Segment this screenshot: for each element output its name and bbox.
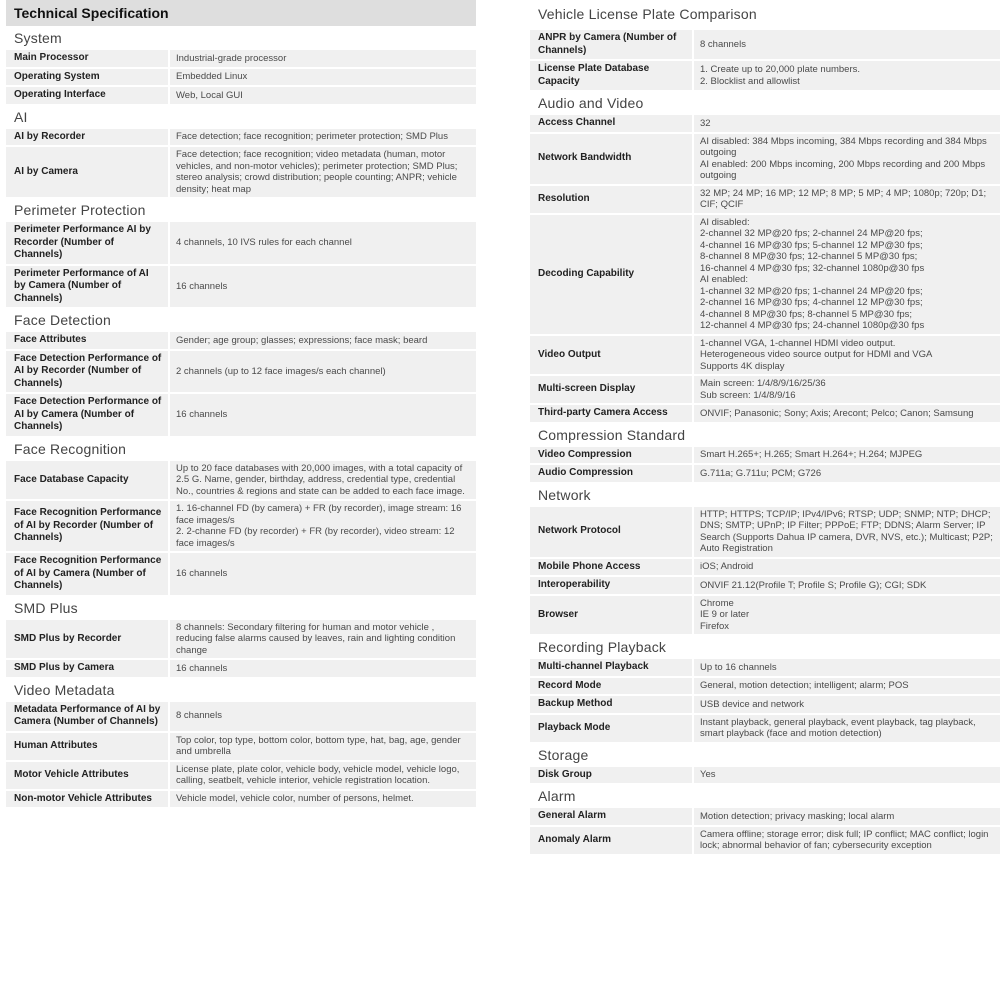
spec-row xyxy=(6,702,476,731)
spec-row xyxy=(6,147,476,197)
spec-value: 16 channels xyxy=(170,660,476,677)
spec-table xyxy=(530,113,1000,424)
spec-row xyxy=(6,553,476,595)
spec-key: AI by Camera xyxy=(6,147,170,197)
spec-row xyxy=(530,715,1000,742)
spec-row xyxy=(530,767,1000,784)
spec-key: General Alarm xyxy=(530,808,694,825)
spec-table xyxy=(6,618,476,679)
spec-row xyxy=(530,447,1000,464)
spec-row xyxy=(6,50,476,67)
right-column xyxy=(530,0,1000,856)
spec-value: AI disabled: 384 Mbps incoming, 384 Mbps recording and 384 Mbps outgoing AI enabled: 200 Mbps incoming, 200 Mbps recording and 200 Mbps outgoing xyxy=(694,134,1000,184)
spec-value: Face detection; face recognition; perimeter protection; SMD Plus xyxy=(170,129,476,146)
spec-key: Resolution xyxy=(530,186,694,213)
spec-value: Up to 20 face databases with 20,000 images, with a total capacity of 2.5 G. Name, gender, birthday, address, credential type, credential No., countries & regions and state can be added to each face image. xyxy=(170,461,476,500)
spec-value: Gender; age group; glasses; expressions; face mask; beard xyxy=(170,332,476,349)
spec-key: Decoding Capability xyxy=(530,215,694,334)
spec-value: Web, Local GUI xyxy=(170,87,476,104)
left-column xyxy=(6,0,476,809)
section-title: Perimeter Protection xyxy=(14,202,146,218)
spec-row xyxy=(6,222,476,264)
left-sections xyxy=(6,30,476,809)
section-title: SMD Plus xyxy=(14,599,78,616)
spec-value: 32 xyxy=(694,115,1000,132)
section-audio-and-video xyxy=(530,95,1000,424)
spec-key: Record Mode xyxy=(530,678,694,695)
section-title: System xyxy=(14,30,62,46)
spec-row xyxy=(530,596,1000,635)
spec-row xyxy=(530,186,1000,213)
spec-value: 8 channels: Secondary filtering for human and motor vehicle , reducing false alarms caused by leaves, rain and lighting condition change xyxy=(170,620,476,659)
spec-row xyxy=(530,827,1000,854)
section-title: Video Metadata xyxy=(14,681,115,698)
spec-value: General, motion detection; intelligent; alarm; POS xyxy=(694,678,1000,695)
spec-key: Access Channel xyxy=(530,115,694,132)
spec-row xyxy=(6,69,476,86)
spec-key: Operating Interface xyxy=(6,87,170,104)
spec-value: Top color, top type, bottom color, bottom type, hat, bag, age, gender and umbrella xyxy=(170,733,476,760)
section-recording-playback xyxy=(530,639,1000,744)
section-network xyxy=(530,487,1000,637)
spec-key: Interoperability xyxy=(530,577,694,594)
spec-row xyxy=(6,733,476,760)
spec-value: 4 channels, 10 IVS rules for each channel xyxy=(170,222,476,264)
spec-value: 16 channels xyxy=(170,266,476,308)
spec-value: Up to 16 channels xyxy=(694,659,1000,676)
spec-value: 2 channels (up to 12 face images/s each channel) xyxy=(170,351,476,393)
section-title: Compression Standard xyxy=(538,426,686,443)
spec-table xyxy=(6,127,476,200)
spec-value: ONVIF; Panasonic; Sony; Axis; Arecont; Pelco; Canon; Samsung xyxy=(694,405,1000,422)
spec-value: Instant playback, general playback, event playback, tag playback, smart playback (face and motion detection) xyxy=(694,715,1000,742)
spec-value: 1-channel VGA, 1-channel HDMI video output. Heterogeneous video source output for HDMI and VGA Supports 4K display xyxy=(694,336,1000,375)
spec-row xyxy=(530,134,1000,184)
spec-key: Multi-screen Display xyxy=(530,376,694,403)
spec-value: Face detection; face recognition; video metadata (human, motor vehicles, and non-motor vehicles); perimeter protection; SMD Plus; stereo analysis; crowd distribution; people counting; ANPR; vehicle density; heat map xyxy=(170,147,476,197)
spec-key: Face Database Capacity xyxy=(6,461,170,500)
spec-key: Video Compression xyxy=(530,447,694,464)
spec-value: Motion detection; privacy masking; local alarm xyxy=(694,808,1000,825)
spec-row xyxy=(6,394,476,436)
spec-key: Playback Mode xyxy=(530,715,694,742)
spec-value: License plate, plate color, vehicle body, vehicle model, vehicle logo, calling, seatbelt, vehicle interior, vehicle registration location. xyxy=(170,762,476,789)
spec-value: G.711a; G.711u; PCM; G726 xyxy=(694,465,1000,482)
spec-row xyxy=(530,215,1000,334)
spec-value: 16 channels xyxy=(170,394,476,436)
section-ai xyxy=(6,109,476,200)
section-storage xyxy=(530,747,1000,786)
section-title: Network xyxy=(538,486,591,503)
section-title: Audio and Video xyxy=(538,95,644,111)
section-title: AI xyxy=(14,108,28,125)
spec-key: ANPR by Camera (Number of Channels) xyxy=(530,30,694,59)
spec-key: Third-party Camera Access xyxy=(530,405,694,422)
spec-row xyxy=(530,559,1000,576)
spec-table xyxy=(530,28,1000,92)
spec-row xyxy=(6,266,476,308)
spec-key: Non-motor Vehicle Attributes xyxy=(6,791,170,808)
spec-table xyxy=(6,48,476,106)
spec-key: Perimeter Performance of AI by Camera (Number of Channels) xyxy=(6,266,170,308)
spec-row xyxy=(530,115,1000,132)
spec-key: Video Output xyxy=(530,336,694,375)
section-system xyxy=(6,30,476,106)
spec-value: Yes xyxy=(694,767,1000,784)
spec-row xyxy=(6,660,476,677)
spec-row xyxy=(530,376,1000,403)
section-face-recognition xyxy=(6,441,476,597)
spec-row xyxy=(6,791,476,808)
spec-table xyxy=(530,806,1000,856)
spec-value: Chrome IE 9 or later Firefox xyxy=(694,596,1000,635)
spec-key: Disk Group xyxy=(530,767,694,784)
spec-row xyxy=(530,696,1000,713)
spec-key: Backup Method xyxy=(530,696,694,713)
spec-key: Face Detection Performance of AI by Camera (Number of Channels) xyxy=(6,394,170,436)
spec-table xyxy=(530,505,1000,637)
spec-table xyxy=(530,657,1000,744)
section-compression-standard xyxy=(530,427,1000,484)
spec-row xyxy=(6,332,476,349)
spec-row xyxy=(6,129,476,146)
section-face-detection xyxy=(6,312,476,438)
spec-key: Anomaly Alarm xyxy=(530,827,694,854)
spec-value: 1. Create up to 20,000 plate numbers. 2. Blocklist and allowlist xyxy=(694,61,1000,90)
spec-table xyxy=(6,220,476,309)
spec-row xyxy=(6,762,476,789)
spec-key: Network Bandwidth xyxy=(530,134,694,184)
spec-value: Camera offline; storage error; disk full; IP conflict; MAC conflict; login lock; abnormal behavior of fan; cybersecurity exception xyxy=(694,827,1000,854)
section-title: Recording Playback xyxy=(538,639,667,655)
section-smd-plus xyxy=(6,600,476,679)
spec-key: Operating System xyxy=(6,69,170,86)
spec-value: 8 channels xyxy=(694,30,1000,59)
spec-value: AI disabled: 2-channel 32 MP@20 fps; 2-channel 24 MP@20 fps; 4-channel 16 MP@30 fps; 5-channel 12 MP@30 fps; 8-channel 8 MP@30 fps; 12-channel 5 MP@30 fps; 16-channel 4 MP@30 fps; 32-channel 1080p@30 fps AI enabled: 1-channel 32 MP@20 fps; 1-channel 24 MP@20 fps; 2-channel 16 MP@30 fps; 4-channel 12 MP@30 fps; 4-channel 8 MP@30 fps; 8-channel 5 MP@30 fps; 12-channel 4 MP@30 fps; 24-channel 1080p@30 fps xyxy=(694,215,1000,334)
right-sections xyxy=(530,4,1000,856)
section-title: Alarm xyxy=(538,788,576,804)
section-title: Storage xyxy=(538,746,589,763)
spec-table xyxy=(530,765,1000,786)
spec-row xyxy=(6,461,476,500)
spec-key: SMD Plus by Camera xyxy=(6,660,170,677)
spec-value: Embedded Linux xyxy=(170,69,476,86)
spec-table xyxy=(6,459,476,597)
spec-row xyxy=(6,501,476,551)
spec-row xyxy=(6,620,476,659)
section-vehicle-license-plate-comparison xyxy=(530,4,1000,92)
spec-key: Motor Vehicle Attributes xyxy=(6,762,170,789)
spec-key: Perimeter Performance AI by Recorder (Number of Channels) xyxy=(6,222,170,264)
spec-key: Face Recognition Performance of AI by Recorder (Number of Channels) xyxy=(6,501,170,551)
spec-key: Multi-channel Playback xyxy=(530,659,694,676)
spec-key: Metadata Performance of AI by Camera (Number of Channels) xyxy=(6,702,170,731)
spec-value: Main screen: 1/4/8/9/16/25/36 Sub screen: 1/4/8/9/16 xyxy=(694,376,1000,403)
spec-key: License Plate Database Capacity xyxy=(530,61,694,90)
spec-row xyxy=(6,351,476,393)
spec-value: USB device and network xyxy=(694,696,1000,713)
section-title: Face Detection xyxy=(14,312,111,328)
document-title: Technical Specification xyxy=(6,0,476,26)
spec-key: Face Detection Performance of AI by Recorder (Number of Channels) xyxy=(6,351,170,393)
spec-key: Face Attributes xyxy=(6,332,170,349)
spec-value: 16 channels xyxy=(170,553,476,595)
spec-value: ONVIF 21.12(Profile T; Profile S; Profile G); CGI; SDK xyxy=(694,577,1000,594)
spec-value: 1. 16-channel FD (by camera) + FR (by recorder), image stream: 16 face images/s 2. 2-channe FD (by recorder) + FR (by recorder), video stream: 12 face images/s xyxy=(170,501,476,551)
spec-key: AI by Recorder xyxy=(6,129,170,146)
spec-key: SMD Plus by Recorder xyxy=(6,620,170,659)
spec-key: Human Attributes xyxy=(6,733,170,760)
spec-row xyxy=(530,659,1000,676)
spec-table xyxy=(6,700,476,810)
spec-value: Industrial-grade processor xyxy=(170,50,476,67)
section-title: Vehicle License Plate Comparison xyxy=(538,6,757,22)
spec-row xyxy=(530,336,1000,375)
section-perimeter-protection xyxy=(6,202,476,309)
spec-row xyxy=(530,507,1000,557)
spec-table xyxy=(530,445,1000,484)
section-video-metadata xyxy=(6,682,476,810)
section-title: Face Recognition xyxy=(14,440,127,457)
spec-row xyxy=(6,87,476,104)
spec-row xyxy=(530,405,1000,422)
spec-value: HTTP; HTTPS; TCP/IP; IPv4/IPv6; RTSP; UDP; SNMP; NTP; DHCP; DNS; SMTP; UPnP; IP Filter; PPPoE; FTP; DDNS; Alarm Server; IP Search (Supports Dahua IP camera, DVR, NVS, etc.); Multicast; P2P; Auto Registration xyxy=(694,507,1000,557)
spec-key: Face Recognition Performance of AI by Camera (Number of Channels) xyxy=(6,553,170,595)
spec-row xyxy=(530,678,1000,695)
section-alarm xyxy=(530,788,1000,856)
spec-value: iOS; Android xyxy=(694,559,1000,576)
spec-key: Mobile Phone Access xyxy=(530,559,694,576)
spec-row xyxy=(530,808,1000,825)
spec-table xyxy=(6,330,476,438)
spec-value: Smart H.265+; H.265; Smart H.264+; H.264; MJPEG xyxy=(694,447,1000,464)
spec-key: Network Protocol xyxy=(530,507,694,557)
spec-row xyxy=(530,577,1000,594)
spec-row xyxy=(530,465,1000,482)
spec-value: 32 MP; 24 MP; 16 MP; 12 MP; 8 MP; 5 MP; 4 MP; 1080p; 720p; D1; CIF; QCIF xyxy=(694,186,1000,213)
spec-key: Browser xyxy=(530,596,694,635)
spec-key: Audio Compression xyxy=(530,465,694,482)
spec-key: Main Processor xyxy=(6,50,170,67)
spec-value: 8 channels xyxy=(170,702,476,731)
spec-row xyxy=(530,61,1000,90)
spec-row xyxy=(530,30,1000,59)
spec-value: Vehicle model, vehicle color, number of persons, helmet. xyxy=(170,791,476,808)
